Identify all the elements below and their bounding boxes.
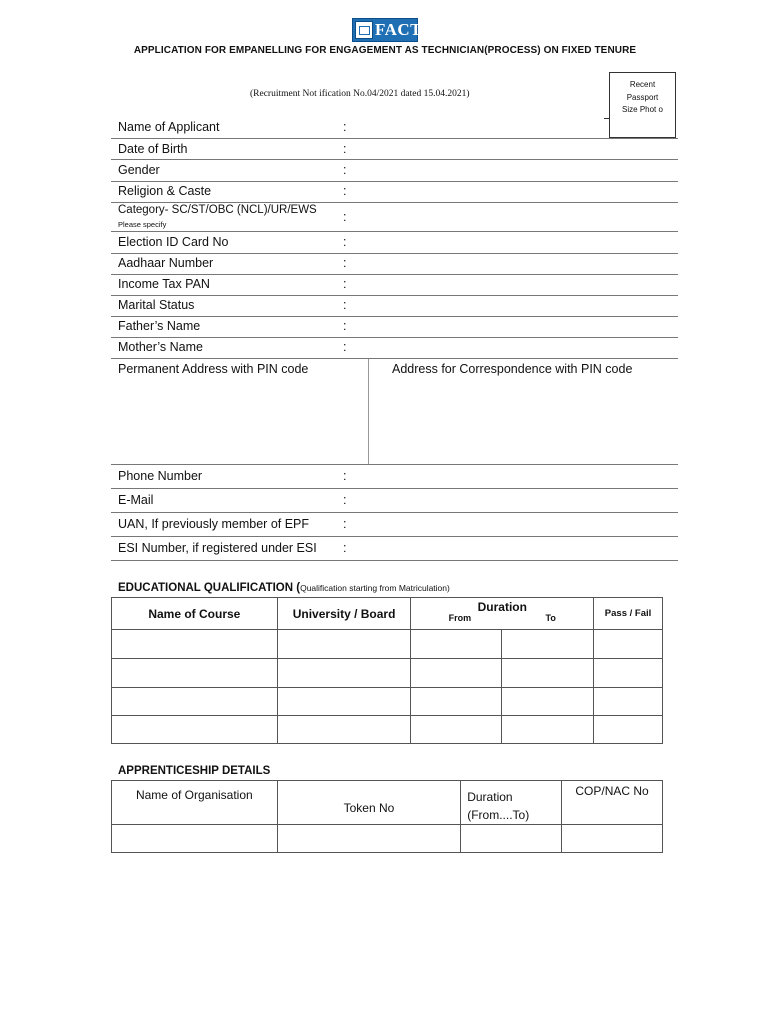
- address-divider: [368, 359, 369, 465]
- field-label-dob: Date of Birth: [118, 142, 188, 156]
- header-duration-line1: Duration: [467, 790, 513, 804]
- input-cell[interactable]: [112, 716, 278, 744]
- apprenticeship-table: [111, 780, 663, 853]
- logo-text: FACT: [375, 20, 423, 39]
- address-bottom-line: [111, 464, 678, 465]
- field-colon: :: [343, 256, 347, 270]
- input-cell[interactable]: [411, 688, 502, 716]
- header-token: Token No: [277, 781, 461, 825]
- table-row: [112, 781, 663, 825]
- field-label-email: E-Mail: [118, 493, 154, 507]
- field-label-gender: Gender: [118, 163, 160, 177]
- input-cell[interactable]: [112, 825, 278, 853]
- field-line: [111, 274, 678, 275]
- input-cell[interactable]: [277, 825, 461, 853]
- input-cell[interactable]: [502, 688, 594, 716]
- field-label-esi: ESI Number, if registered under ESI: [118, 541, 317, 555]
- field-colon: :: [343, 163, 347, 177]
- field-label-religion: Religion & Caste: [118, 184, 212, 198]
- field-colon: :: [343, 277, 347, 291]
- input-cell[interactable]: [411, 659, 502, 688]
- duration-subheaders: [411, 613, 593, 623]
- field-label-mother: Mother’s Name: [118, 340, 203, 354]
- field-colon: :: [343, 541, 347, 555]
- photo-box: [609, 72, 676, 138]
- field-line: [111, 316, 678, 317]
- notification-ref: (Recruitment Not ification No.04/2021 dated 15.04.2021): [250, 89, 470, 99]
- table-row: [112, 630, 663, 659]
- field-line: [111, 159, 678, 160]
- apprenticeship-heading: APPRENTICESHIP DETAILS: [118, 765, 271, 777]
- field-label-phone: Phone Number: [118, 469, 203, 483]
- field-line: [111, 231, 678, 232]
- input-cell[interactable]: [461, 825, 562, 853]
- field-line: [111, 138, 678, 139]
- header-organisation: Name of Organisation: [112, 781, 278, 825]
- education-open-paren: (: [296, 582, 301, 594]
- field-colon: :: [343, 120, 347, 134]
- header-duration: [461, 781, 562, 825]
- input-cell[interactable]: [277, 688, 411, 716]
- input-cell[interactable]: [502, 630, 594, 659]
- header-result: Pass / Fail: [594, 598, 663, 630]
- field-label-father: Father’s Name: [118, 319, 201, 333]
- field-label-uan: UAN, If previously member of EPF: [118, 517, 310, 531]
- field-label-name: Name of Applicant: [118, 120, 220, 134]
- header-university: University / Board: [277, 598, 411, 630]
- field-colon: :: [343, 142, 347, 156]
- field-colon: :: [343, 235, 347, 249]
- input-cell[interactable]: [594, 630, 663, 659]
- field-label-category: Category- SC/ST/OBC (NCL)/UR/EWS: [118, 204, 317, 216]
- field-line: [111, 560, 678, 561]
- table-row: [112, 688, 663, 716]
- field-colon: :: [343, 319, 347, 333]
- emblem-icon: [355, 21, 373, 39]
- field-line: [111, 202, 678, 203]
- correspondence-address-label: Address for Correspondence with PIN code: [392, 362, 633, 376]
- input-cell[interactable]: [277, 630, 411, 659]
- field-label-pan: Income Tax PAN: [118, 277, 210, 291]
- input-cell[interactable]: [502, 716, 594, 744]
- field-line: [111, 488, 678, 489]
- form-title: APPLICATION FOR EMPANELLING FOR ENGAGEMENT AS TECHNICIAN(PROCESS) ON FIXED TENURE: [133, 45, 637, 56]
- input-cell[interactable]: [277, 659, 411, 688]
- field-colon: :: [343, 184, 347, 198]
- field-line: [111, 358, 678, 359]
- education-heading-text: EDUCATIONAL QUALIFICATION: [118, 582, 294, 594]
- field-label-election-id: Election ID Card No: [118, 235, 229, 249]
- table-row: [112, 598, 663, 630]
- header-cop: COP/NAC No: [562, 781, 663, 825]
- field-colon: :: [343, 493, 347, 507]
- input-cell[interactable]: [411, 630, 502, 659]
- education-note: Qualification starting from Matriculation): [300, 583, 450, 593]
- header-duration-line2: (From....To): [467, 808, 530, 822]
- table-row: [112, 716, 663, 744]
- field-line: [111, 337, 678, 338]
- input-cell[interactable]: [112, 688, 278, 716]
- field-line: [111, 253, 678, 254]
- field-colon: :: [343, 210, 347, 224]
- photo-label-3: Size Phot o: [622, 105, 663, 114]
- input-cell[interactable]: [594, 659, 663, 688]
- field-line: [111, 512, 678, 513]
- header-duration-label: Duration: [477, 600, 527, 614]
- education-heading: [118, 582, 450, 594]
- fact-logo: [352, 18, 423, 42]
- header-course: Name of Course: [112, 598, 278, 630]
- table-row: [112, 825, 663, 853]
- education-table: [111, 597, 663, 744]
- photo-label-2: Passport: [626, 92, 659, 102]
- field-line: [111, 295, 678, 296]
- input-cell[interactable]: [112, 630, 278, 659]
- field-line: [111, 181, 678, 182]
- field-colon: :: [343, 298, 347, 312]
- input-cell[interactable]: [562, 825, 663, 853]
- header-to: To: [545, 613, 556, 623]
- field-line: [111, 536, 678, 537]
- input-cell[interactable]: [594, 688, 663, 716]
- header-duration: [411, 598, 594, 630]
- table-row: [112, 659, 663, 688]
- input-cell[interactable]: [112, 659, 278, 688]
- input-cell[interactable]: [594, 716, 663, 744]
- field-label-aadhaar: Aadhaar Number: [118, 256, 214, 270]
- photo-label-1: Recent: [629, 80, 656, 89]
- field-colon: :: [343, 340, 347, 354]
- field-sublabel-category: Please specify: [118, 220, 167, 229]
- field-colon: :: [343, 469, 347, 483]
- field-colon: :: [343, 517, 347, 531]
- permanent-address-label: Permanent Address with PIN code: [118, 362, 309, 376]
- input-cell[interactable]: [502, 659, 594, 688]
- field-label-marital: Marital Status: [118, 298, 195, 312]
- input-cell[interactable]: [277, 716, 411, 744]
- photo-tick: [604, 118, 610, 119]
- input-cell[interactable]: [411, 716, 502, 744]
- header-from: From: [448, 613, 472, 623]
